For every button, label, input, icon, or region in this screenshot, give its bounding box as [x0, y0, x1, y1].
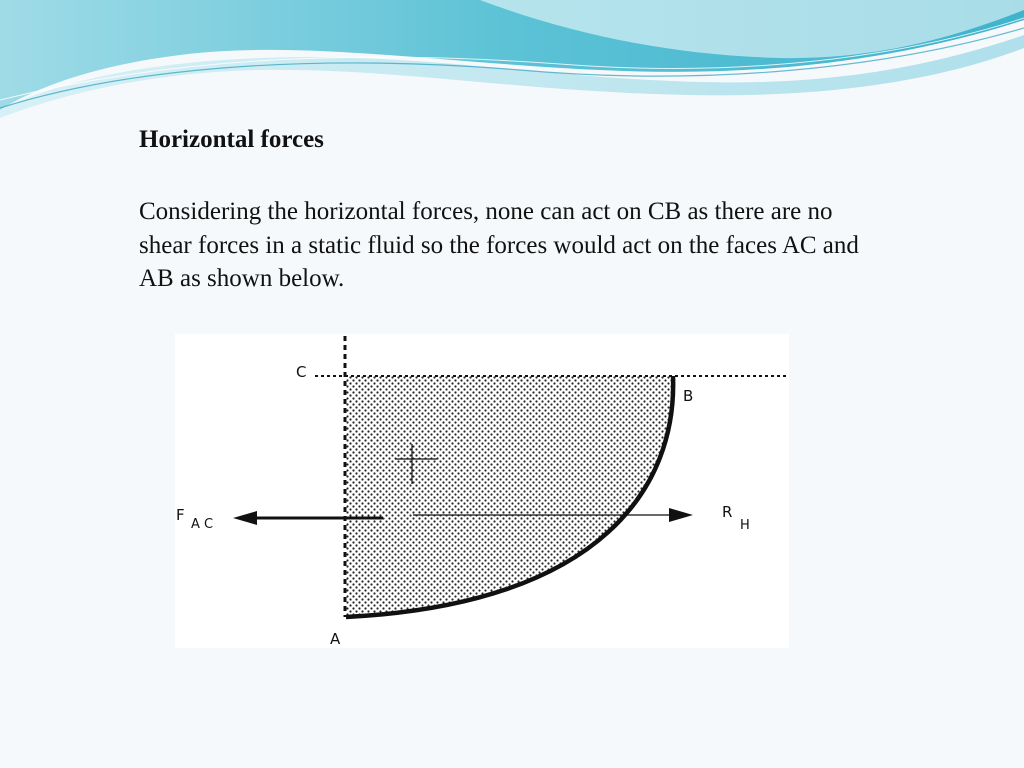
label-r: R [722, 503, 733, 521]
slide-paragraph: Considering the horizontal forces, none can act on CB as there are no shear forces in a static fluid so the forces would act on the faces AC and AB as shown below. [139, 198, 859, 292]
slide-heading: Horizontal forces [139, 126, 324, 153]
label-c: C [296, 363, 307, 381]
label-b: B [683, 387, 694, 405]
force-fac-arrowhead [233, 511, 257, 525]
label-a: A [330, 630, 341, 648]
label-r-subscript: H [740, 518, 750, 533]
force-diagram [175, 334, 789, 648]
fluid-region [346, 376, 673, 617]
header-wave-decoration [0, 0, 1024, 130]
force-rh-arrowhead [669, 508, 693, 522]
label-f: F [176, 506, 185, 524]
label-f-subscript: A C [191, 517, 214, 532]
